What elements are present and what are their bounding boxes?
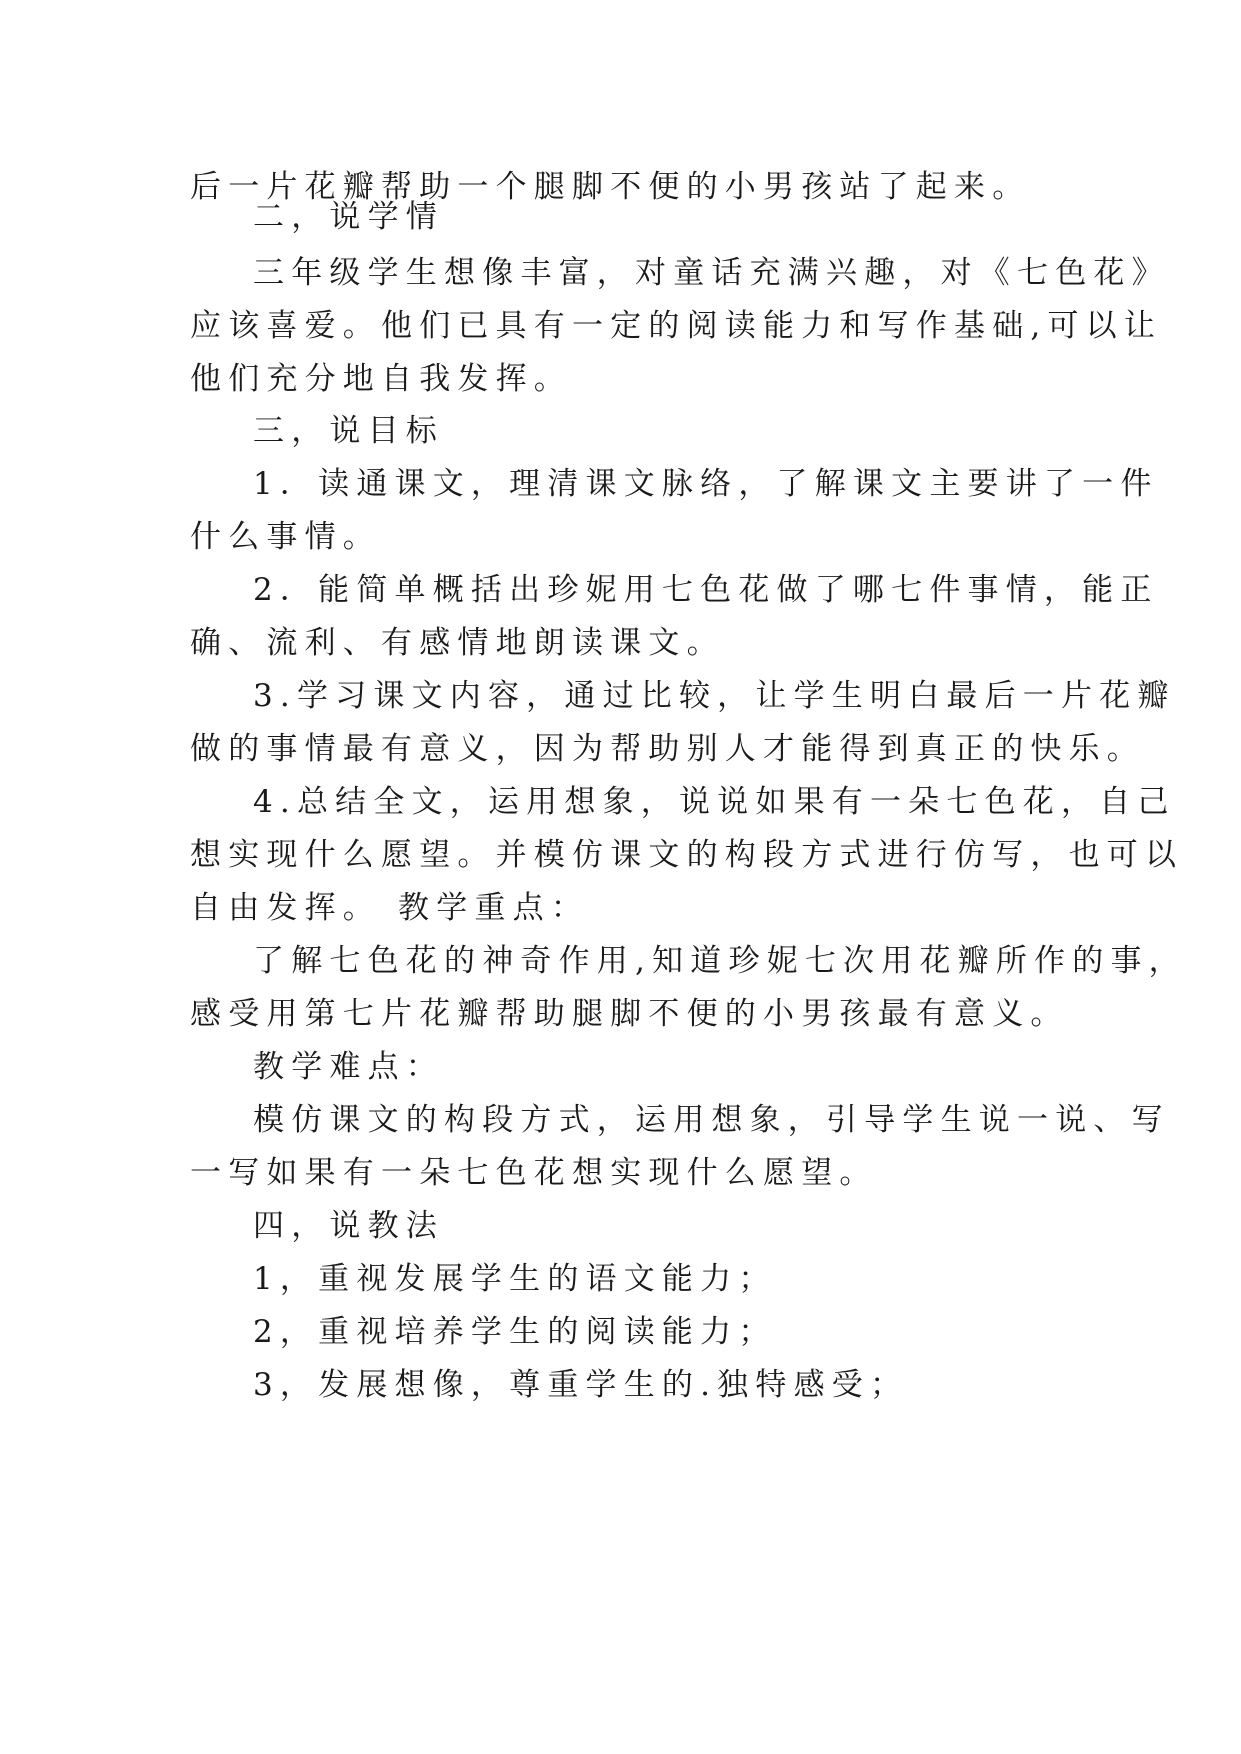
text-line: 一写如果有一朵七色花想实现什么愿望。 bbox=[190, 1155, 878, 1191]
text-line: 什么事情。 bbox=[190, 519, 381, 555]
text-line: 3.学习课文内容，通过比较，让学生明白最后一片花瓣 bbox=[253, 678, 1176, 714]
text-line: 模仿课文的构段方式，运用想象，引导学生说一说、写 bbox=[253, 1102, 1170, 1138]
text-line: 后一片花瓣帮助一个腿脚不便的小男孩站了起来。 bbox=[190, 169, 1031, 205]
text-line: 三年级学生想像丰富，对童话充满兴趣，对《七色花》 bbox=[253, 255, 1170, 291]
section-heading: 二，说学情 bbox=[253, 199, 444, 235]
text-line: 他们充分地自我发挥。 bbox=[190, 361, 572, 397]
text-line: 2．能简单概括出珍妮用七色花做了哪七件事情，能正 bbox=[253, 572, 1159, 608]
text-line: 了解七色花的神奇作用,知道珍妮七次用花瓣所作的事， bbox=[253, 943, 1187, 979]
section-heading: 教学难点： bbox=[253, 1049, 444, 1085]
list-item: 1，重视发展学生的语文能力； bbox=[253, 1261, 777, 1297]
list-item: 2，重视培养学生的阅读能力； bbox=[253, 1314, 777, 1350]
text-line: 1．读通课文，理清课文脉络，了解课文主要讲了一件 bbox=[253, 466, 1159, 502]
list-item: 3，发展想像，尊重学生的.独特感受； bbox=[253, 1367, 909, 1403]
section-heading: 四，说教法 bbox=[253, 1208, 444, 1244]
text-line: 感受用第七片花瓣帮助腿脚不便的小男孩最有意义。 bbox=[190, 996, 1069, 1032]
text-line: 做的事情最有意义，因为帮助别人才能得到真正的快乐。 bbox=[190, 731, 1145, 767]
text-line: 应该喜爱。他们已具有一定的阅读能力和写作基础,可以让 bbox=[190, 308, 1163, 344]
text-line: 确、流利、有感情地朗读课文。 bbox=[190, 625, 725, 661]
text-line: 自由发挥。 教学重点： bbox=[190, 890, 590, 926]
text-line: 4.总结全文，运用想象，说说如果有一朵七色花，自己 bbox=[253, 784, 1176, 820]
section-heading: 三，说目标 bbox=[253, 413, 444, 449]
text-line: 想实现什么愿望。并模仿课文的构段方式进行仿写，也可以 bbox=[190, 837, 1184, 873]
